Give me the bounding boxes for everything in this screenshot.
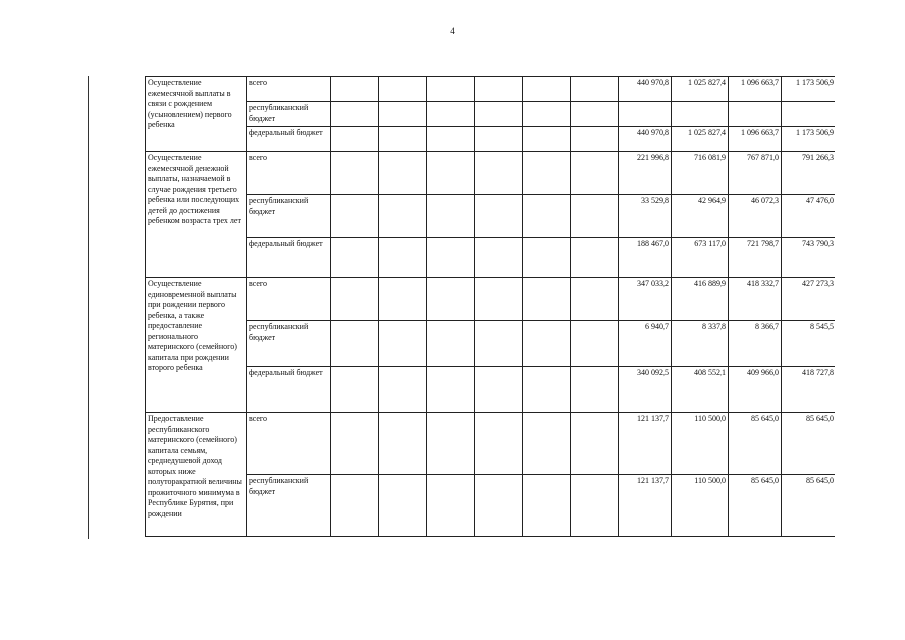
- funding-source: республиканский бюджет: [247, 195, 331, 238]
- amount-cell: 42 964,9: [672, 195, 729, 238]
- amount-cell: 188 467,0: [619, 238, 672, 278]
- amount-cell: [672, 102, 729, 127]
- margin-line: [88, 76, 89, 539]
- empty-cell: [523, 413, 571, 475]
- budget-table: [145, 76, 835, 537]
- empty-cell: [475, 195, 523, 238]
- funding-source: всего: [247, 77, 331, 102]
- empty-cell: [475, 321, 523, 367]
- amount-cell: 440 970,8: [619, 127, 672, 152]
- table-row: [146, 77, 836, 102]
- funding-source: всего: [247, 278, 331, 321]
- empty-cell: [523, 367, 571, 413]
- empty-cell: [331, 127, 379, 152]
- amount-cell: [729, 102, 782, 127]
- table-row: [146, 238, 836, 278]
- funding-source: республиканский бюджет: [247, 321, 331, 367]
- empty-cell: [379, 278, 427, 321]
- amount-cell: 46 072,3: [729, 195, 782, 238]
- table-row: [146, 321, 836, 367]
- amount-cell: [619, 102, 672, 127]
- amount-cell: 440 970,8: [619, 77, 672, 102]
- table-body: [146, 77, 836, 537]
- empty-cell: [571, 475, 619, 537]
- empty-cell: [331, 238, 379, 278]
- amount-cell: 1 096 663,7: [729, 77, 782, 102]
- table-row: [146, 278, 836, 321]
- empty-cell: [571, 413, 619, 475]
- empty-cell: [523, 127, 571, 152]
- empty-cell: [427, 321, 475, 367]
- empty-cell: [379, 195, 427, 238]
- table-row: [146, 367, 836, 413]
- empty-cell: [427, 238, 475, 278]
- funding-source: федеральный бюджет: [247, 367, 331, 413]
- empty-cell: [475, 367, 523, 413]
- amount-cell: 33 529,8: [619, 195, 672, 238]
- empty-cell: [571, 195, 619, 238]
- empty-cell: [331, 152, 379, 195]
- amount-cell: 791 266,3: [782, 152, 836, 195]
- amount-cell: 8 337,8: [672, 321, 729, 367]
- amount-cell: 743 790,3: [782, 238, 836, 278]
- funding-source: всего: [247, 413, 331, 475]
- amount-cell: 1 173 506,9: [782, 127, 836, 152]
- empty-cell: [427, 475, 475, 537]
- empty-cell: [523, 278, 571, 321]
- amount-cell: 673 117,0: [672, 238, 729, 278]
- table-row: [146, 475, 836, 537]
- empty-cell: [331, 475, 379, 537]
- empty-cell: [475, 278, 523, 321]
- empty-cell: [571, 367, 619, 413]
- empty-cell: [523, 195, 571, 238]
- amount-cell: 418 727,8: [782, 367, 836, 413]
- empty-cell: [427, 367, 475, 413]
- empty-cell: [379, 238, 427, 278]
- empty-cell: [571, 238, 619, 278]
- amount-cell: 1 096 663,7: [729, 127, 782, 152]
- empty-cell: [427, 127, 475, 152]
- empty-cell: [379, 321, 427, 367]
- empty-cell: [331, 367, 379, 413]
- empty-cell: [427, 102, 475, 127]
- empty-cell: [331, 102, 379, 127]
- empty-cell: [427, 152, 475, 195]
- amount-cell: 408 552,1: [672, 367, 729, 413]
- amount-cell: 1 025 827,4: [672, 127, 729, 152]
- empty-cell: [523, 238, 571, 278]
- amount-cell: 110 500,0: [672, 413, 729, 475]
- amount-cell: 121 137,7: [619, 413, 672, 475]
- empty-cell: [379, 102, 427, 127]
- empty-cell: [331, 195, 379, 238]
- empty-cell: [331, 413, 379, 475]
- empty-cell: [427, 413, 475, 475]
- amount-cell: 721 798,7: [729, 238, 782, 278]
- amount-cell: 347 033,2: [619, 278, 672, 321]
- empty-cell: [379, 152, 427, 195]
- empty-cell: [331, 278, 379, 321]
- amount-cell: 85 645,0: [782, 413, 836, 475]
- funding-source: федеральный бюджет: [247, 127, 331, 152]
- empty-cell: [427, 77, 475, 102]
- empty-cell: [331, 321, 379, 367]
- empty-cell: [523, 321, 571, 367]
- amount-cell: 221 996,8: [619, 152, 672, 195]
- funding-source: республиканский бюджет: [247, 102, 331, 127]
- empty-cell: [331, 77, 379, 102]
- amount-cell: 47 476,0: [782, 195, 836, 238]
- amount-cell: 121 137,7: [619, 475, 672, 537]
- empty-cell: [523, 475, 571, 537]
- amount-cell: 1 025 827,4: [672, 77, 729, 102]
- amount-cell: 427 273,3: [782, 278, 836, 321]
- empty-cell: [523, 77, 571, 102]
- empty-cell: [379, 367, 427, 413]
- empty-cell: [475, 102, 523, 127]
- amount-cell: 85 645,0: [729, 413, 782, 475]
- table-row: [146, 102, 836, 127]
- empty-cell: [427, 195, 475, 238]
- empty-cell: [427, 278, 475, 321]
- empty-cell: [571, 102, 619, 127]
- funding-source: республиканский бюджет: [247, 475, 331, 537]
- empty-cell: [475, 475, 523, 537]
- amount-cell: [782, 102, 836, 127]
- empty-cell: [475, 77, 523, 102]
- amount-cell: 1 173 506,9: [782, 77, 836, 102]
- empty-cell: [571, 278, 619, 321]
- activity-description: Предоставление республиканского материнского (семейного) капитала семьям, среднедушевой доход которых ниже полуторакратной величины прожиточного минимума в Республике Бурятия, при рождении: [146, 413, 247, 537]
- table-row: [146, 127, 836, 152]
- activity-description: Осуществление ежемесячной денежной выплаты, назначаемой в случае рождения третьего ребенка или последующих детей до достижения ребенком возраста трех лет: [146, 152, 247, 278]
- amount-cell: 8 366,7: [729, 321, 782, 367]
- amount-cell: 85 645,0: [729, 475, 782, 537]
- empty-cell: [475, 152, 523, 195]
- amount-cell: 418 332,7: [729, 278, 782, 321]
- amount-cell: 409 966,0: [729, 367, 782, 413]
- activity-description: Осуществление ежемесячной выплаты в связи с рождением (усыновлением) первого ребенка: [146, 77, 247, 152]
- empty-cell: [379, 475, 427, 537]
- empty-cell: [571, 321, 619, 367]
- funding-source: федеральный бюджет: [247, 238, 331, 278]
- activity-description: Осуществление единовременной выплаты при рождении первого ребенка, а также предоставление регионального материнского (семейного) капитала при рождении второго ребенка: [146, 278, 247, 413]
- empty-cell: [571, 127, 619, 152]
- empty-cell: [523, 102, 571, 127]
- empty-cell: [571, 152, 619, 195]
- empty-cell: [571, 77, 619, 102]
- empty-cell: [379, 127, 427, 152]
- table-row: [146, 413, 836, 475]
- amount-cell: 8 545,5: [782, 321, 836, 367]
- amount-cell: 767 871,0: [729, 152, 782, 195]
- amount-cell: 340 092,5: [619, 367, 672, 413]
- table-viewport: [145, 76, 835, 540]
- page-number: 4: [450, 26, 455, 36]
- empty-cell: [523, 152, 571, 195]
- amount-cell: 416 889,9: [672, 278, 729, 321]
- empty-cell: [379, 77, 427, 102]
- table-row: [146, 195, 836, 238]
- amount-cell: 6 940,7: [619, 321, 672, 367]
- empty-cell: [475, 127, 523, 152]
- empty-cell: [475, 413, 523, 475]
- amount-cell: 716 081,9: [672, 152, 729, 195]
- table-row: [146, 152, 836, 195]
- empty-cell: [379, 413, 427, 475]
- funding-source: всего: [247, 152, 331, 195]
- empty-cell: [475, 238, 523, 278]
- amount-cell: 85 645,0: [782, 475, 836, 537]
- amount-cell: 110 500,0: [672, 475, 729, 537]
